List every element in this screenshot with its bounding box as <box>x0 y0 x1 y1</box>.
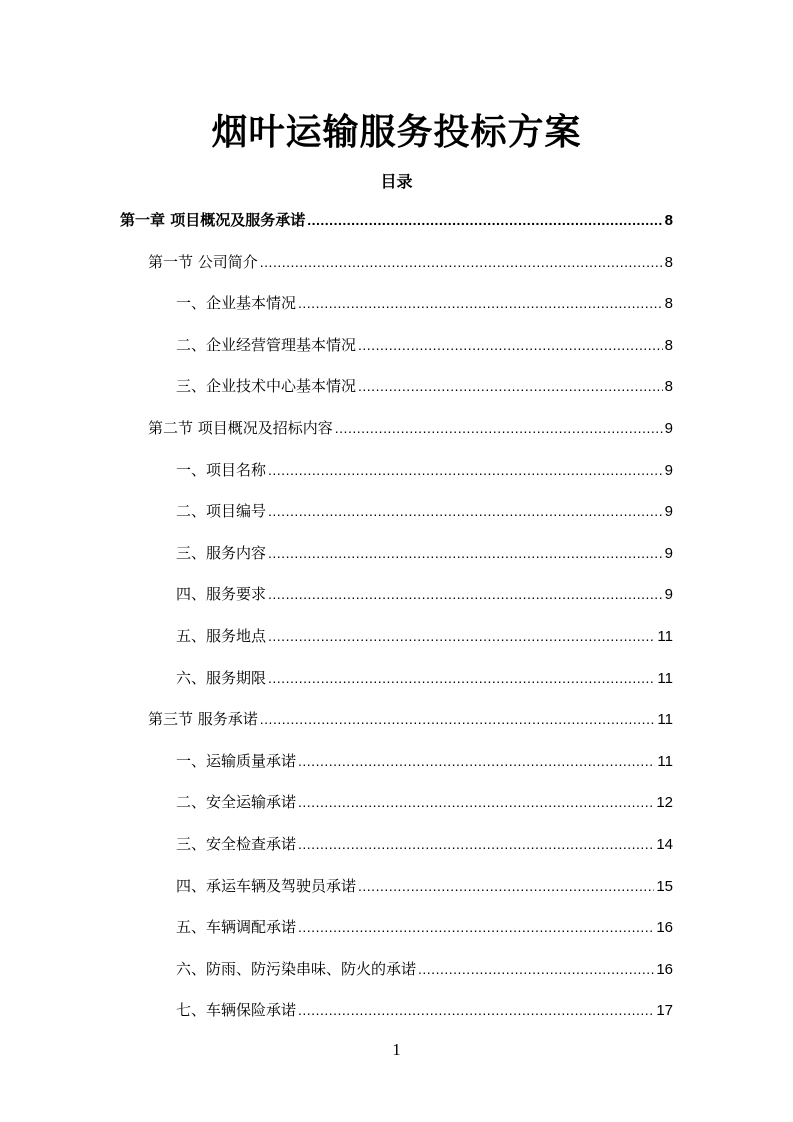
toc-entry[interactable] <box>120 209 673 231</box>
dot-leader <box>268 545 663 561</box>
toc-entry-page: 9 <box>664 420 673 437</box>
toc-entry-page: 9 <box>664 503 673 521</box>
toc-entry-page: 8 <box>664 212 673 229</box>
dot-leader <box>358 378 663 394</box>
toc-entry[interactable] <box>176 583 673 605</box>
dot-leader <box>418 961 654 977</box>
toc-entry[interactable] <box>148 708 673 730</box>
toc-entry[interactable] <box>176 500 673 522</box>
toc-entry-label: 二、企业经营管理基本情况 <box>176 335 357 354</box>
dot-leader <box>268 628 655 644</box>
toc-entry[interactable] <box>176 833 673 855</box>
toc-entry-label: 五、车辆调配承诺 <box>176 918 297 937</box>
toc-entry-page: 17 <box>656 1002 673 1020</box>
dot-leader <box>268 462 663 478</box>
toc-entry-page: 16 <box>656 960 673 978</box>
toc-entry[interactable] <box>176 459 673 481</box>
dot-leader <box>298 753 655 769</box>
toc-entry[interactable] <box>148 251 673 273</box>
toc-entry-label: 六、防雨、防污染串味、防火的承诺 <box>176 959 417 978</box>
toc-entry-page: 8 <box>664 253 673 271</box>
toc-entry-label: 第一章 项目概况及服务承诺 <box>120 211 306 229</box>
dot-leader <box>335 420 663 436</box>
toc-entry-label: 第三节 服务承诺 <box>148 710 258 729</box>
toc-entry-label: 一、企业基本情况 <box>176 294 297 313</box>
toc-entry-label: 第二节 项目概况及招标内容 <box>148 419 333 437</box>
toc-entry-label: 三、安全检查承诺 <box>176 835 297 853</box>
toc-entry-page: 16 <box>656 919 673 937</box>
toc-entry[interactable] <box>176 958 673 980</box>
toc-entry-label: 第一节 公司简介 <box>148 252 258 271</box>
toc-entry[interactable] <box>148 417 673 439</box>
toc-entry-page: 9 <box>664 586 673 604</box>
toc-entry-page: 11 <box>657 752 673 770</box>
dot-leader <box>298 836 654 852</box>
toc-entry-label: 一、项目名称 <box>176 460 267 479</box>
toc-entry[interactable] <box>176 791 673 813</box>
toc-entry[interactable] <box>176 625 673 647</box>
toc-entry-page: 11 <box>657 628 673 645</box>
toc-entry[interactable] <box>176 667 673 689</box>
toc-entry[interactable] <box>176 999 673 1021</box>
toc-entry-label: 一、运输质量承诺 <box>176 751 297 770</box>
dot-leader <box>298 919 654 935</box>
toc-entry[interactable] <box>176 334 673 356</box>
toc-entry-page: 8 <box>664 295 673 313</box>
dot-leader <box>358 337 663 353</box>
dot-leader <box>298 794 654 810</box>
dot-leader <box>358 878 654 894</box>
toc-entry-label: 二、项目编号 <box>176 502 267 521</box>
dot-leader <box>268 670 655 686</box>
toc-entry-page: 12 <box>656 794 673 812</box>
toc-entry-label: 七、车辆保险承诺 <box>176 1001 297 1020</box>
toc-entry[interactable] <box>176 292 673 314</box>
toc-entry[interactable] <box>176 375 673 397</box>
dot-leader <box>298 295 663 311</box>
dot-leader <box>260 711 656 727</box>
dot-leader <box>268 586 663 602</box>
dot-leader <box>298 1002 654 1018</box>
toc-entry-label: 四、服务要求 <box>176 585 267 604</box>
toc-entry-label: 三、服务内容 <box>176 543 267 562</box>
toc-entry-page: 15 <box>656 877 673 895</box>
toc-entry[interactable] <box>176 542 673 564</box>
toc-entry-label: 六、服务期限 <box>176 668 267 687</box>
toc-heading: 目录 <box>380 172 413 191</box>
toc-entry[interactable] <box>176 916 673 938</box>
toc-entry-label: 五、服务地点 <box>176 627 267 645</box>
dot-leader <box>307 212 662 228</box>
toc-entry-label: 三、企业技术中心基本情况 <box>176 377 357 396</box>
toc-entry-page: 9 <box>664 544 673 562</box>
toc-entry-label: 二、安全运输承诺 <box>176 793 297 812</box>
page-number: 1 <box>392 1040 401 1059</box>
toc-entry[interactable] <box>176 875 673 897</box>
toc-entry-page: 14 <box>656 836 673 853</box>
toc-entry-page: 11 <box>657 669 673 687</box>
toc-entry[interactable] <box>176 750 673 772</box>
dot-leader <box>268 503 663 519</box>
toc-entry-page: 11 <box>657 711 673 729</box>
toc-entry-page: 8 <box>664 378 673 396</box>
document-title: 烟叶运输服务投标方案 <box>211 112 582 153</box>
toc-entry-label: 四、承运车辆及驾驶员承诺 <box>176 876 357 895</box>
toc-entry-page: 9 <box>664 461 673 479</box>
toc-entry-page: 8 <box>664 336 673 354</box>
dot-leader <box>260 254 663 270</box>
